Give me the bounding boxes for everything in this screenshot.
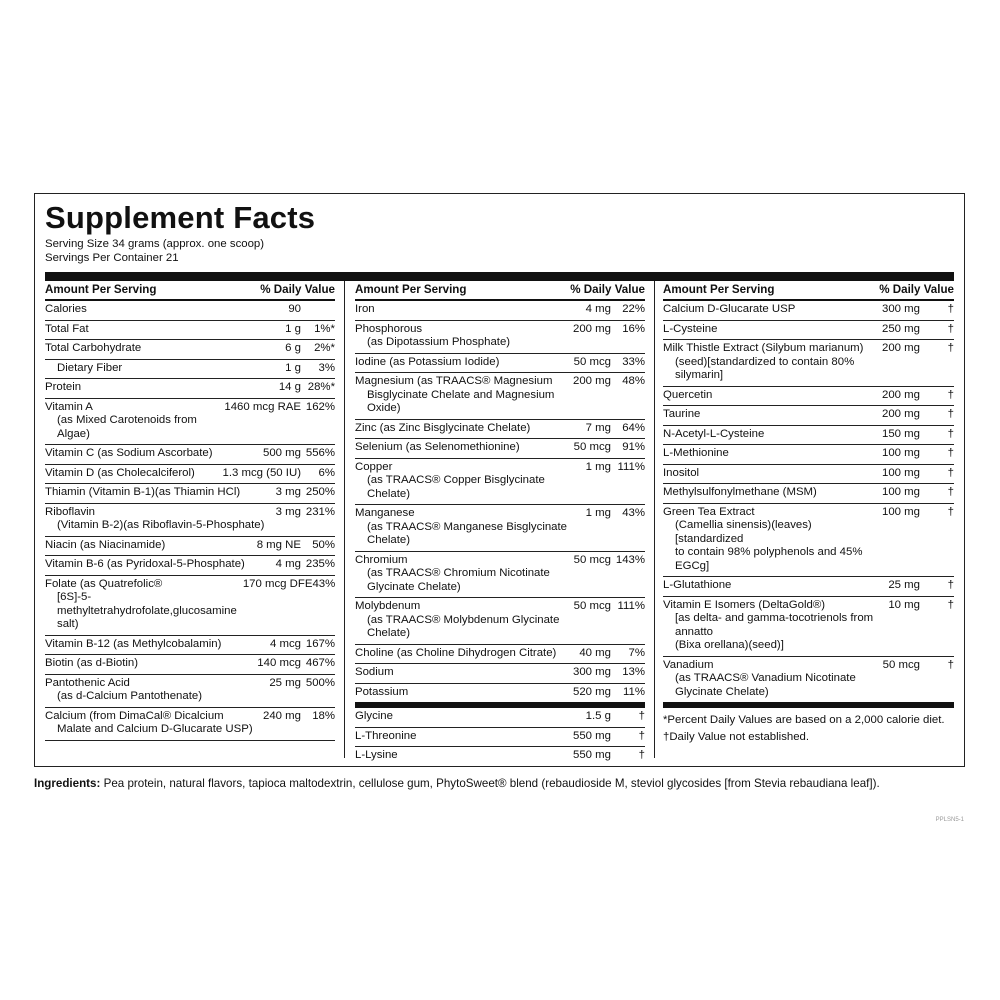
nutrient-daily-value: 235% [305,558,335,570]
nutrient-source: (as Mixed Carotenoids from Algae) [57,414,197,440]
nutrient-row [663,387,954,407]
nutrient-row [355,684,645,709]
nutrient-amount: 200 mg [882,342,920,354]
nutrient-daily-value: 7% [628,646,645,659]
nutrient-name [355,749,569,763]
nutrient-name [355,356,570,370]
nutrient-amount: 100 mg [882,466,920,479]
nutrient-name [355,441,570,455]
nutrient-name-text: Dietary Fiber [57,361,123,374]
nutrient-daily-value: † [947,579,954,591]
nutrient-rows [45,301,335,741]
nutrient-amount: 1 g [285,322,301,335]
nutrient-row [355,301,645,321]
nutrient-name-text: Riboflavin [45,505,96,518]
nutrient-daily-value: 500% [305,676,335,689]
nutrient-name-text: Molybdenum [355,600,421,612]
nutrient-daily-value: † [638,710,645,722]
nutrient-row [45,556,335,576]
nutrient-name-text: Green Tea Extract [663,505,755,518]
nutrient-name [355,730,569,744]
nutrient-row [45,484,335,504]
nutrient-amount: 550 mg [573,749,611,761]
nutrient-daily-value: 13% [622,666,645,678]
amount-header: Amount Per Serving [45,283,157,297]
nutrient-amount: 10 mg [888,598,920,611]
nutrient-daily-value: 556% [305,447,335,459]
nutrient-name [663,303,878,317]
nutrient-row [45,655,335,675]
nutrient-daily-value: 91% [622,441,645,453]
nutrient-name [663,599,884,653]
nutrient-amount: 100 mg [882,486,920,498]
nutrient-row [355,321,645,354]
nutrient-row [663,321,954,341]
nutrient-name-text: Zinc (as Zinc Bisglycinate Chelate) [355,421,531,434]
nutrient-daily-value: 28%* [307,381,335,393]
nutrient-name [663,342,878,383]
nutrient-name [45,467,219,481]
nutrient-amount: 4 mg [585,303,611,315]
nutrient-daily-value: † [947,505,954,518]
amount-header: Amount Per Serving [355,283,467,297]
nutrient-row [663,597,954,657]
nutrient-daily-value: 11% [623,685,645,698]
nutrient-row [45,537,335,557]
nutrient-name [663,408,878,422]
nutrient-amount: 250 mg [882,322,920,335]
nutrient-source: [6S]-5-methyltetrahydrofolate,glucosamine salt) [57,591,237,630]
nutrient-amount: 150 mg [882,427,920,440]
nutrient-name [45,558,272,572]
nutrient-amount: 6 g [285,342,301,354]
column-header [355,281,645,301]
nutrient-daily-value: 64% [622,421,645,434]
nutrient-name-text: Taurine [663,408,701,420]
nutrient-name [355,554,570,595]
nutrient-row [355,420,645,440]
nutrient-row [663,484,954,504]
nutrient-name-text: Milk Thistle Extract (Silybum marianum) [663,342,864,354]
nutrient-name [663,447,878,461]
column-divider [654,281,655,758]
nutrient-daily-value: 231% [305,505,335,518]
nutrient-amount: 1.3 mcg (50 IU) [222,466,301,479]
nutrient-rows [355,301,645,766]
nutrient-daily-value: † [947,322,954,335]
nutrient-source: Bisglycinate Chelate and Magnesium Oxide) [367,388,555,414]
nutrient-name-text: Folate (as Quatrefolic® [45,577,163,590]
nutrient-daily-value [301,303,335,317]
ingredients-text: Pea protein, natural flavors, tapioca maltodextrin, cellulose gum, PhytoSweet® blend (rebaudioside M, steviol glycosides [from Stevia rebaudiana leaf]). [103,777,880,790]
nutrient-name-text: Vitamin C (as Sodium Ascorbate) [45,447,213,459]
nutrient-daily-value: 48% [622,375,645,387]
nutrient-name [355,323,569,350]
nutrient-name-text: Biotin (as d-Biotin) [45,657,139,669]
nutrient-name [663,467,878,481]
nutrient-row [663,504,954,578]
nutrient-name-text: Quercetin [663,388,713,401]
nutrient-row [45,340,335,360]
nutrient-daily-value: 143% [615,553,645,566]
nutrient-name-text: Thiamin (Vitamin B-1)(as Thiamin HCl) [45,486,241,498]
nutrient-amount: 200 mg [573,322,611,335]
nutrient-amount: 50 mcg [573,441,611,453]
nutrient-name [45,381,275,395]
nutrient-name-text: Vitamin D (as Cholecalciferol) [45,466,195,479]
nutrient-amount: 1 g [285,361,301,374]
nutrient-daily-value: † [947,408,954,420]
supplement-facts-panel [34,193,965,767]
nutrient-amount: 550 mg [573,729,611,742]
nutrient-row [355,747,645,766]
nutrient-row [45,708,335,741]
nutrient-amount: 50 mcg [573,600,611,612]
nutrient-name-text: Choline (as Choline Dihydrogen Citrate) [355,646,557,659]
amount-header: Amount Per Serving [663,283,775,297]
nutrient-name-text: L-Methionine [663,447,729,459]
nutrient-row [355,373,645,420]
nutrient-amount: 50 mcg [882,658,920,671]
nutrient-amount: 140 mcg [257,657,301,669]
nutrient-row [45,301,335,321]
nutrient-row [45,636,335,656]
nutrient-name-text: Chromium [355,553,408,566]
nutrient-daily-value: 50% [312,538,335,551]
nutrient-name [355,710,582,724]
servings-per-container: Servings Per Container 21 [45,252,179,264]
nutrient-source: (as TRAACS® Manganese Bisglycinate Chelate) [367,520,568,546]
nutrient-name [45,362,281,376]
nutrient-row [355,459,645,506]
nutrient-amount: 3 mg [275,505,301,518]
nutrient-amount: 3 mg [275,486,301,498]
nutrient-amount: 200 mg [882,408,920,420]
nutrient-name-text: Vanadium [663,658,714,671]
nutrient-source: to contain 98% polyphenols and 45% EGCg] [675,546,863,572]
nutrient-name-text: Inositol [663,466,700,479]
nutrient-source: (as Dipotassium Phosphate) [367,336,511,348]
nutrient-row [45,399,335,446]
nutrient-amount: 50 mcg [573,355,611,368]
nutrient-source: (as d-Calcium Pantothenate) [57,690,202,702]
nutrient-amount: 520 mg [573,685,611,698]
nutrient-name-text: Vitamin A [45,400,93,413]
nutrient-row [45,321,335,341]
nutrient-name [45,486,272,500]
nutrient-name-text: N-Acetyl-L-Cysteine [663,427,765,440]
nutrient-row [355,552,645,599]
nutrient-daily-value: 16% [622,322,645,335]
column-header [663,281,954,301]
nutrient-name-text: Manganese [355,507,415,519]
nutrient-name-text: Calories [45,303,87,315]
nutrient-name [45,657,253,671]
nutrient-amount: 50 mcg [573,553,611,566]
nutrient-name [663,579,884,593]
nutrient-amount: 170 mcg DFE [242,577,313,590]
nutrient-source: [as delta- and gamma-tocotrienols from annatto [675,612,874,638]
nutrient-daily-value: † [947,447,954,459]
nutrient-name-text: Phosphorous [355,322,423,335]
nutrient-daily-value: 167% [305,637,335,650]
nutrient-row [45,445,335,465]
nutrient-name [355,375,569,416]
product-code: PPLSN5-1 [935,817,964,823]
nutrient-daily-value: 162% [305,400,335,413]
nutrient-amount: 300 mg [573,666,611,678]
nutrient-daily-value: 2%* [314,342,335,354]
nutrient-name [45,303,284,317]
nutrient-amount: 100 mg [882,505,920,518]
nutrient-name-text: Selenium (as Selenomethionine) [355,441,520,453]
nutrient-source: (as TRAACS® Chromium Nicotinate Glycinate Chelate) [367,567,550,593]
nutrient-row [45,675,335,708]
nutrient-name-text: Calcium (from DimaCal® Dicalcium [45,709,224,722]
nutrient-daily-value: 250% [305,486,335,498]
nutrient-amount: 100 mg [882,447,920,459]
nutrient-row [663,657,954,709]
nutrient-name [45,447,259,461]
nutrient-row [355,664,645,684]
nutrient-amount: 1.5 g [585,710,611,722]
nutrient-name [663,323,878,337]
nutrient-daily-value: 3% [318,361,335,374]
nutrient-name-text: L-Glutathione [663,579,732,591]
nutrient-name [45,323,281,337]
nutrient-name-text: L-Cysteine [663,322,718,335]
nutrient-amount: 200 mg [882,388,920,401]
nutrient-row [663,465,954,485]
nutrient-row [355,505,645,552]
nutrient-row [663,340,954,387]
nutrient-amount: 7 mg [585,421,611,434]
nutrient-name-text: L-Threonine [355,729,417,742]
nutrient-source: (seed)[standardized to contain 80% silymarin] [675,355,855,381]
column-divider [344,281,345,758]
nutrient-name-text: Magnesium (as TRAACS® Magnesium [355,375,553,387]
footnotes [663,708,954,746]
nutrient-row [45,504,335,537]
nutrient-row [355,354,645,374]
nutrient-name [355,600,570,641]
nutrient-source: (Camellia sinensis)(leaves)[standardized [675,519,812,545]
nutrient-row [355,728,645,748]
nutrient-name-text: Glycine [355,710,393,722]
nutrient-name [45,506,272,533]
nutrient-name-text: L-Lysine [355,749,398,761]
nutrient-name [355,647,575,661]
nutrient-name [663,428,878,442]
ingredients-label: Ingredients: [34,777,101,790]
nutrient-row [663,426,954,446]
nutrient-name [355,507,582,548]
nutrient-row [355,439,645,459]
nutrient-source: (as TRAACS® Molybdenum Glycinate Chelate) [367,613,560,639]
nutrient-row [355,598,645,645]
nutrient-daily-value: † [947,486,954,498]
nutrient-row [45,465,335,485]
nutrient-daily-value: 18% [312,709,335,722]
nutrient-amount: 4 mg [275,558,301,570]
nutrient-name [355,666,569,680]
nutrient-row [663,445,954,465]
nutrient-daily-value: † [947,342,954,354]
dv-header: % Daily Value [260,283,335,297]
serving-size: Serving Size 34 grams (approx. one scoop) [45,238,265,250]
ingredients [34,776,964,791]
nutrient-name [45,401,220,442]
nutrient-daily-value: † [638,729,645,742]
nutrient-name-text: Methylsulfonylmethane (MSM) [663,486,817,498]
nutrient-daily-value: 111% [617,460,645,473]
nutrient-amount: 8 mg NE [256,538,301,551]
nutrient-amount: 25 mg [888,579,920,591]
nutrient-amount: 300 mg [882,303,920,315]
dv-header: % Daily Value [879,283,954,297]
nutrient-column-2 [355,281,645,766]
dv-not-established-note: †Daily Value not established. [663,731,810,743]
nutrient-daily-value: † [638,749,645,761]
nutrient-daily-value: † [947,427,954,440]
nutrient-name-text: Vitamin E Isomers (DeltaGold®) [663,598,826,611]
nutrient-amount: 240 mg [263,709,301,722]
nutrient-row [663,406,954,426]
nutrient-name [355,422,582,436]
nutrient-name-text: Vitamin B-12 (as Methylcobalamin) [45,637,222,650]
nutrient-amount: 25 mg [269,676,301,689]
nutrient-source: (Bixa orellana)(seed)] [675,639,784,651]
nutrient-name [355,461,582,502]
nutrient-name [663,389,878,403]
nutrient-name-text: Potassium [355,685,409,698]
nutrient-source: (as TRAACS® Copper Bisglycinate Chelate) [367,474,545,500]
nutrient-name [663,659,879,700]
nutrient-name [663,486,878,500]
nutrient-name-text: Copper [355,460,393,473]
nutrient-amount: 4 mcg [269,637,301,650]
nutrient-daily-value: † [947,466,954,479]
nutrient-amount: 90 [288,303,301,315]
nutrient-name [45,578,239,632]
nutrient-name [45,710,259,737]
nutrient-daily-value: 43% [622,507,645,519]
nutrient-row [355,708,645,728]
nutrient-name-text: Pantothenic Acid [45,676,130,689]
nutrient-name [663,506,878,574]
thick-divider [45,272,954,281]
nutrient-source: Malate and Calcium D-Glucarate USP) [57,723,253,735]
nutrient-row [45,379,335,399]
panel-title: Supplement Facts [45,200,316,235]
nutrient-daily-value: 33% [622,355,645,368]
nutrient-daily-value: 467% [305,657,335,669]
nutrient-daily-value: † [947,303,954,315]
dv-header: % Daily Value [570,283,645,297]
nutrient-daily-value: † [947,658,954,671]
nutrient-name [45,342,281,356]
nutrient-daily-value: † [947,388,954,401]
nutrient-name-text: Protein [45,381,82,393]
nutrient-daily-value: 1%* [314,322,335,335]
nutrient-column-3 [663,281,954,746]
column-header [45,281,335,301]
nutrient-name [45,677,265,704]
nutrient-column-1 [45,281,335,741]
nutrient-daily-value: 6% [318,466,335,479]
nutrient-daily-value: 22% [622,303,645,315]
nutrient-name-text: Total Carbohydrate [45,342,142,354]
nutrient-row [663,577,954,597]
nutrient-name-text: Sodium [355,666,394,678]
nutrient-amount: 40 mg [579,646,611,659]
nutrient-source: (as TRAACS® Vanadium Nicotinate Glycinate Chelate) [675,672,856,698]
nutrient-name-text: Iodine (as Potassium Iodide) [355,355,500,368]
nutrient-row [663,301,954,321]
nutrient-name-text: Calcium D-Glucarate USP [663,303,796,315]
nutrient-daily-value: † [947,598,954,611]
nutrient-name-text: Iron [355,303,375,315]
nutrient-daily-value: 43% [312,577,336,590]
percent-dv-note: *Percent Daily Values are based on a 2,000 calorie diet. [663,714,945,726]
nutrient-rows [663,301,954,708]
nutrient-row [45,360,335,380]
nutrient-amount: 1460 mcg RAE [224,400,301,413]
nutrient-name-text: Vitamin B-6 (as Pyridoxal-5-Phosphate) [45,558,245,570]
nutrient-name [45,638,266,652]
nutrient-amount: 1 mg [585,460,611,473]
nutrient-row [355,645,645,665]
nutrient-amount: 200 mg [573,375,611,387]
nutrient-row [45,576,335,636]
nutrient-amount: 1 mg [585,507,611,519]
nutrient-source: (Vitamin B-2)(as Riboflavin-5-Phosphate) [57,519,265,531]
nutrient-amount: 500 mg [263,447,301,459]
nutrient-name [355,686,569,700]
nutrient-amount: 14 g [278,381,301,393]
nutrient-name [45,539,253,553]
nutrient-name-text: Total Fat [45,322,89,335]
nutrient-daily-value: 111% [617,600,645,612]
nutrient-name-text: Niacin (as Niacinamide) [45,538,166,551]
nutrient-name [355,303,582,317]
